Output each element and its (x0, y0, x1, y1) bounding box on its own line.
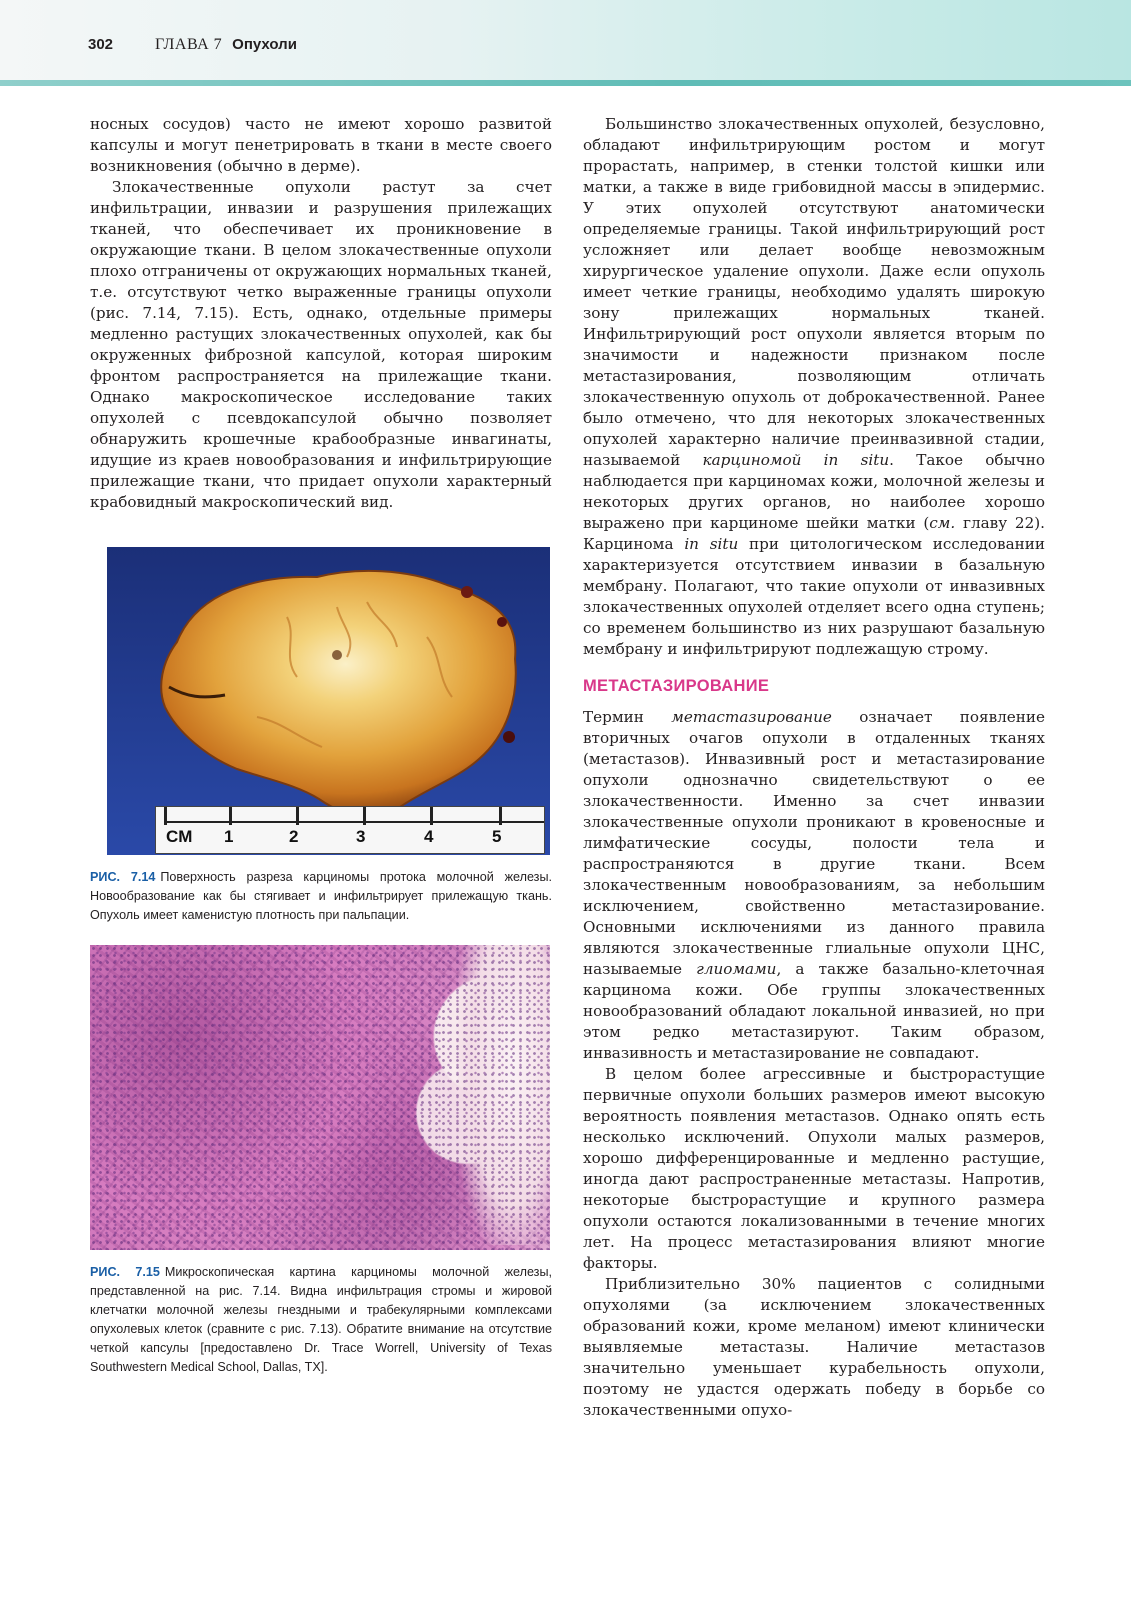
ruler-tick (363, 807, 366, 825)
micrograph-photo (90, 945, 550, 1250)
italic-term: метастазирование (671, 708, 832, 726)
chapter-title: Опухоли (232, 36, 297, 53)
ruler-label: 1 (224, 827, 234, 846)
cell-nuclei-texture (90, 945, 550, 1250)
section-heading: МЕТАСТАЗИРОВАНИЕ (583, 677, 770, 695)
italic-term: см. (929, 514, 956, 532)
figure-label: РИС. 7.15 (90, 1265, 160, 1279)
figure-caption (90, 1263, 552, 1377)
text-run: при цитологическом исследовании характеризуется отсутствием инвазии в базальную мембрану. Полагают, что такие опухоли от инвазивных злокачественных опухолей отделяет всего одна ступень; со временем большинство из них разрушают базальную мембрану и инфильтрируют подлежащую строму. (583, 535, 1045, 658)
ruler-line (164, 807, 544, 823)
ruler-tick (499, 807, 502, 825)
ruler-label: 2 (289, 827, 299, 846)
ruler-label: 3 (356, 827, 366, 846)
scale-ruler (155, 806, 545, 854)
tumor-gross-photo (107, 547, 550, 855)
figure-caption-text: Поверхность разреза карциномы протока молочной железы. Новообразование как бы стягивает и инфильтрирует прилежащую ткань. Опухоль имеет каменистую плотность при пальпации. (90, 870, 552, 922)
ruler-tick (229, 807, 232, 825)
header-rule (0, 80, 1131, 86)
ruler-tick (164, 807, 167, 825)
text-run: главу 22). Карцинома (583, 514, 1045, 553)
text-run: . Такое обычно наблюдается при карциномах кожи, молочной железы и некоторых других органов, но наиболее хорошо выражено при карциноме шейки матки ( (583, 451, 1045, 532)
running-head (88, 36, 297, 58)
text-run: означает появление вторичных очагов опухоли в отдаленных тканях (метастазов). Инвазивный рост и метастазирование опухоли однозначно свидетельствуют о ее злокачественности. Именно за счет инвазии злокачественные опухоли проникают в кровеносные и лимфатические сосуды, полости тела и распространяются в другие ткани. Всем злокачественным новообразованиям, за небольшим исключением, свойственно метастазирование. Основными исключениями из данного правила являются злокачественные глиальные опухоли ЦНС, называемые (583, 708, 1045, 978)
italic-term: глиомами (696, 960, 777, 978)
chapter-label: ГЛАВА 7 (155, 36, 223, 53)
italic-term: карциномой in situ (702, 451, 890, 469)
text-run: Термин (583, 708, 672, 726)
figure-label: РИС. 7.14 (90, 870, 156, 884)
figure-7-14 (90, 547, 552, 925)
paragraph: В целом более агрессивные и быстрорастущие первичные опухоли больших размеров имеют высокую вероятность появления метастазов. Однако опять есть несколько исключений. Опухоли малых размеров, хорошо дифференцированные и медленно растущие, иногда дают распространенные метастазы. Напротив, некоторые быстрорастущие и крупного размера опухоли остаются локализованными в течение многих лет. На процесс метастазирования влияют многие факторы. (583, 1065, 1045, 1272)
left-column (90, 114, 552, 513)
figure-caption (90, 868, 552, 925)
ruler-tick (296, 807, 299, 825)
ruler-label: 5 (492, 827, 502, 846)
text-run: Большинство злокачественных опухолей, безусловно, обладают инфильтрирующим ростом и могут прорастать, например, в стенки толстой кишки или матки, а также в виде грибовидной массы в эпидермис. У этих опухолей отсутствуют анатомически определяемые границы. Такой инфильтрирующий рост усложняет или делает вообще невозможным хирургическое удаление опухоли. Даже если опухоль имеет четкие границы, необходимо удалять широкую зону прилежащих нормальных тканей. Инфильтрирующий рост опухоли является вторым по значимости и надежности признаком после метастазирования, позволяющим отличать злокачественную опухоль от доброкачественной. Ранее было отмечено, что для некоторых злокачественных опухолей характерно наличие преинвазивной стадии, называемой (583, 115, 1045, 469)
right-column (583, 114, 1045, 1421)
ruler-label-cm: CM (166, 827, 193, 846)
paragraph: Злокачественные опухоли растут за счет инфильтрации, инвазии и разрушения прилежащих тканей, что обеспечивает их проникновение в окружающие ткани. В целом злокачественные опухоли плохо отграничены от окружающих нормальных тканей, т.е. отсутствуют четко выраженные границы опухоли (рис. 7.14, 7.15). Есть, однако, отдельные примеры медленно растущих злокачественных опухолей, как бы окруженных фиброзной капсулой, которая широким фронтом распространяется на прилежащие ткани. Однако макроскопическое исследование таких опухолей с псевдокапсулой обычно позволяет обнаружить крошечные крабообразные инвагинаты, идущие из краев новообразования и инфильтрирующие прилежащие ткани, что придает опухоли характерный крабовидный макроскопический вид. (90, 178, 552, 511)
page-number: 302 (88, 36, 114, 53)
ruler-label: 4 (424, 827, 434, 846)
paragraph (583, 114, 1045, 660)
paragraph: Приблизительно 30% пациентов с солидными опухолями (за исключением злокачественных образований кожи, кроме меланом) имеют клинически выявляемые метастазы. Наличие метастазов значительно уменьшает курабельность опухоли, поэтому не удастся одержать победу в борьбе со злокачественными опухо- (583, 1275, 1045, 1419)
italic-term: in situ (684, 535, 739, 553)
figure-caption-text: Микроскопическая картина карциномы молочной железы, представленной на рис. 7.14. Видна инфильтрация стромы и жировой клетчатки молочной железы гнездными и трабекулярными комплексами опухолевых клеток (сравните с рис. 7.13). Обратите внимание на отсутствие четкой капсулы [предоставлено Dr. Trace Worrell, University of Texas Southwestern Medical School, Dallas, TX]. (90, 1265, 552, 1374)
paragraph (583, 707, 1045, 1064)
paragraph: носных сосудов) часто не имеют хорошо развитой капсулы и могут пенетрировать в ткани в месте своего возникновения (обычно в дерме). (90, 115, 552, 175)
text-run: , а также базально-клеточная карцинома кожи. Обе группы злокачественных новообразований обладают локальной инвазией, но при этом редко метастазируют. Таким образом, инвазивность и метастазирование не совпадают. (583, 960, 1045, 1062)
figure-7-15 (90, 945, 552, 1377)
ruler-tick (430, 807, 433, 825)
